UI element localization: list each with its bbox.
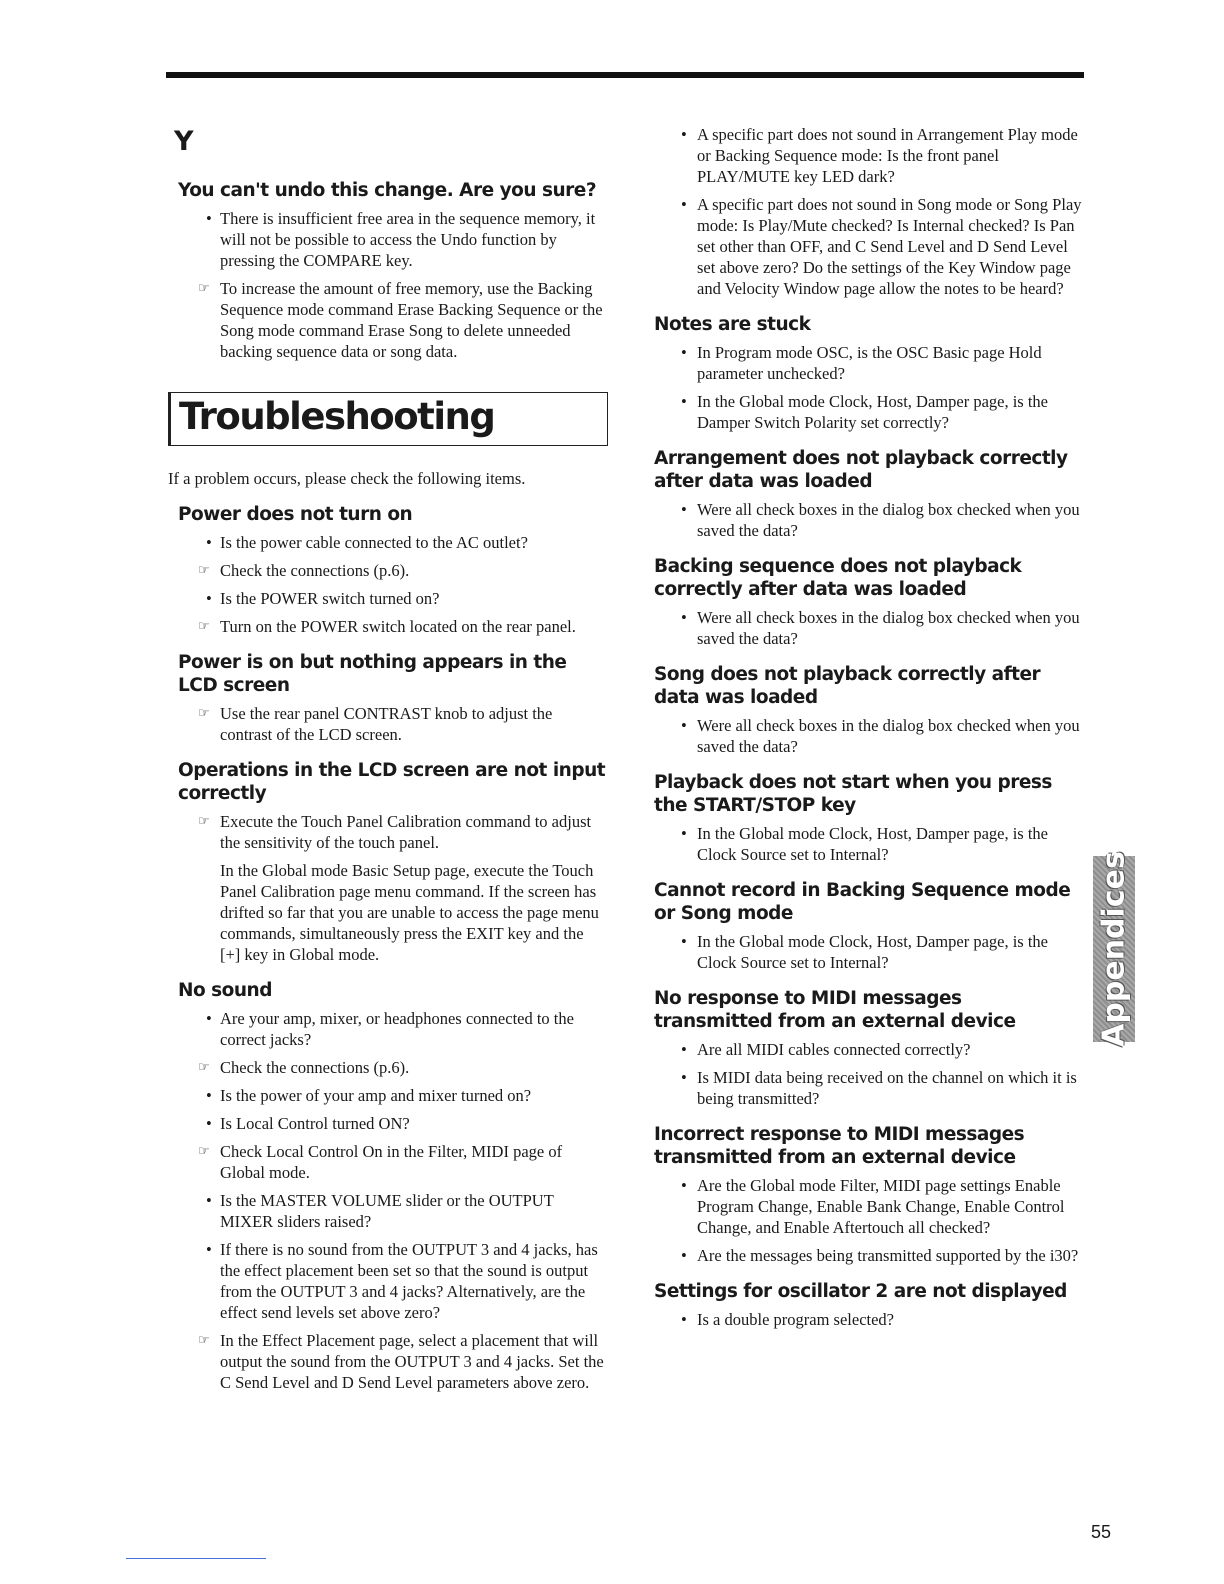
item-text: Execute the Touch Panel Calibration command to adjust the sensitivity of the touch panel. [220,812,592,852]
troubleshooting-section [654,124,1084,299]
bullet-icon: • [206,1114,212,1133]
bullet-item [654,1067,1084,1109]
item-text: Use the rear panel CONTRAST knob to adjust the contrast of the LCD screen. [220,704,553,744]
item-text: A specific part does not sound in Arrangement Play mode or Backing Sequence mode: Is the front panel PLAY/MUTE key LED dark? [697,125,1078,186]
item-text: Is the power of your amp and mixer turned on? [220,1086,532,1105]
troubleshooting-section [654,447,1084,541]
bullet-item [654,391,1084,433]
item-text: In the Global mode Clock, Host, Damper page, is the Clock Source set to Internal? [697,932,1049,972]
bullet-item [654,194,1084,299]
left-column [168,118,606,1407]
item-text: In the Effect Placement page, select a placement that will output the sound from the OUTPUT 3 and 4 jacks. Set the C Send Level and D Send Level parameters above zero. [220,1331,604,1392]
bullet-icon: • [681,608,687,627]
section-title: No response to MIDI messages transmitted from an external device [654,988,1016,1032]
item-text: Are the messages being transmitted supported by the i30? [697,1246,1079,1265]
troubleshooting-section [168,759,606,965]
section-title: Arrangement does not playback correctly after data was loaded [654,448,1068,492]
section-title: Settings for oscillator 2 are not displayed [654,1281,1067,1302]
bullet-item [168,588,606,609]
bullet-icon: • [206,1009,212,1028]
pointing-hand-icon: ☞ [198,1333,210,1348]
bullet-icon: • [681,716,687,735]
tab-label: Appendices [1096,851,1132,1047]
note-item [168,703,606,745]
item-text: If there is no sound from the OUTPUT 3 and 4 jacks, has the effect placement been set so that the sound is output from the OUTPUT 3 and 4 jacks? Alternatively, are the effect send levels set above zero? [220,1240,598,1322]
bullet-icon: • [206,589,212,608]
item-text: Is MIDI data being received on the channel on which it is being transmitted? [697,1068,1077,1108]
pointing-hand-icon: ☞ [198,814,210,829]
bullet-item [168,208,606,271]
section-title: Song does not playback correctly after data was loaded [654,664,1041,708]
troubleshooting-section [654,771,1084,865]
bullet-item [654,1039,1084,1060]
section-title: Operations in the LCD screen are not input correctly [178,760,606,804]
section-title: Power does not turn on [178,504,413,525]
bullet-item [168,1113,606,1134]
troubleshooting-section [168,979,606,1393]
bullet-icon: • [681,343,687,362]
bullet-icon: • [206,1086,212,1105]
item-text: Is a double program selected? [697,1310,895,1329]
bullet-icon: • [681,1310,687,1329]
item-text: Were all check boxes in the dialog box checked when you saved the data? [697,716,1080,756]
pointing-hand-icon: ☞ [198,563,210,578]
bullet-icon: • [681,125,687,144]
section-title: No sound [178,980,272,1001]
footer-link-underline [126,1558,266,1559]
right-sections [654,124,1084,1330]
troubleshooting-section [654,987,1084,1109]
note-item [168,560,606,581]
section-title: Backing sequence does not playback correctly after data was loaded [654,556,1022,600]
note-item [168,1330,606,1393]
pointing-hand-icon: ☞ [198,619,210,634]
item-text: In Program mode OSC, is the OSC Basic page Hold parameter unchecked? [697,343,1042,383]
bullet-item [654,1309,1084,1330]
section-title: Incorrect response to MIDI messages transmitted from an external device [654,1124,1025,1168]
item-text: Are all MIDI cables connected correctly? [697,1040,971,1059]
bullet-item [168,1190,606,1232]
item-text: There is insufficient free area in the sequence memory, it will not be possible to access the Undo function by pressing the COMPARE key. [220,209,596,270]
item-text: Check Local Control On in the Filter, MIDI page of Global mode. [220,1142,563,1182]
appendices-tab[interactable] [1093,851,1135,1047]
troubleshooting-section [654,313,1084,433]
bullet-item [654,1245,1084,1266]
bullet-icon: • [681,500,687,519]
item-text: Are the Global mode Filter, MIDI page settings Enable Program Change, Enable Bank Change, Enable Control Change, and Enable Aftertouch all checked? [697,1176,1065,1237]
bullet-item [654,931,1084,973]
bullet-item [168,532,606,553]
paragraph-item [168,860,606,965]
page-title: Troubleshooting [179,395,495,438]
item-list [168,208,606,362]
item-text: Is the POWER switch turned on? [220,589,440,608]
pointing-hand-icon: ☞ [198,706,210,721]
right-column [654,124,1084,1344]
troubleshooting-section [654,1123,1084,1266]
bullet-item [654,1175,1084,1238]
item-text: In the Global mode Basic Setup page, execute the Touch Panel Calibration page menu command. If the screen has drifted so far that you are unable to access the page menu commands, simultaneously press the EXIT key and the [+] key in Global mode. [220,861,599,964]
section-title: Notes are stuck [654,314,811,335]
section-letter: Y [174,126,194,157]
note-item [168,1057,606,1078]
note-item [168,278,606,362]
troubleshooting-section [654,1280,1084,1330]
section-title: Cannot record in Backing Sequence mode or Song mode [654,880,1071,924]
bullet-item [168,1008,606,1050]
page-number: 55 [1091,1522,1112,1542]
note-item [168,616,606,637]
left-sections [168,503,606,1393]
bullet-icon: • [206,1240,212,1259]
pointing-hand-icon: ☞ [198,281,210,296]
item-text: Is the MASTER VOLUME slider or the OUTPUT MIXER sliders raised? [220,1191,554,1231]
item-text: Is the power cable connected to the AC outlet? [220,533,528,552]
bullet-item [654,124,1084,187]
item-text: Is Local Control turned ON? [220,1114,410,1133]
bullet-icon: • [681,1068,687,1087]
section-title: Power is on but nothing appears in the LCD screen [178,652,567,696]
item-text: Turn on the POWER switch located on the rear panel. [220,617,576,636]
section-title: You can't undo this change. Are you sure? [178,180,597,201]
note-item [168,1141,606,1183]
top-rule [166,72,1084,78]
pointing-hand-icon: ☞ [198,1144,210,1159]
item-text: Check the connections (p.6). [220,1058,410,1077]
bullet-item [168,1239,606,1323]
note-item [168,811,606,853]
bullet-icon: • [681,195,687,214]
bullet-icon: • [206,533,212,552]
troubleshooting-section [168,651,606,745]
bullet-item [168,1085,606,1106]
troubleshooting-section [168,503,606,637]
item-text: In the Global mode Clock, Host, Damper page, is the Clock Source set to Internal? [697,824,1049,864]
troubleshooting-banner [168,392,608,446]
pointing-hand-icon: ☞ [198,1060,210,1075]
bullet-icon: • [681,1246,687,1265]
item-text: A specific part does not sound in Song mode or Song Play mode: Is Play/Mute checked? Is Internal checked? Is Pan set other than OFF, and C Send Level and D Send Level set above zero? Do the settings of the Key Window page and Velocity Window page allow the notes to be heard? [697,195,1082,298]
bullet-item [654,342,1084,384]
item-text: To increase the amount of free memory, use the Backing Sequence mode command Erase Backing Sequence or the Song mode command Erase Song to delete unneeded backing sequence data or song data. [220,279,603,361]
item-text: Check the connections (p.6). [220,561,410,580]
item-text: Are your amp, mixer, or headphones connected to the correct jacks? [220,1009,574,1049]
bullet-icon: • [206,1191,212,1210]
bullet-icon: • [206,209,212,228]
bullet-icon: • [681,1176,687,1195]
troubleshooting-section [654,555,1084,649]
section-title: Playback does not start when you press the START/STOP key [654,772,1052,816]
troubleshooting-section [654,663,1084,757]
item-text: Were all check boxes in the dialog box checked when you saved the data? [697,500,1080,540]
bullet-icon: • [681,392,687,411]
bullet-icon: • [681,824,687,843]
bullet-icon: • [681,932,687,951]
undo-section [168,179,606,362]
bullet-item [654,607,1084,649]
item-text: In the Global mode Clock, Host, Damper page, is the Damper Switch Polarity set correctly? [697,392,1049,432]
bullet-item [654,823,1084,865]
bullet-item [654,499,1084,541]
item-text: Were all check boxes in the dialog box checked when you saved the data? [697,608,1080,648]
troubleshooting-section [654,879,1084,973]
intro-text: If a problem occurs, please check the following items. [168,469,526,488]
bullet-icon: • [681,1040,687,1059]
bullet-item [654,715,1084,757]
